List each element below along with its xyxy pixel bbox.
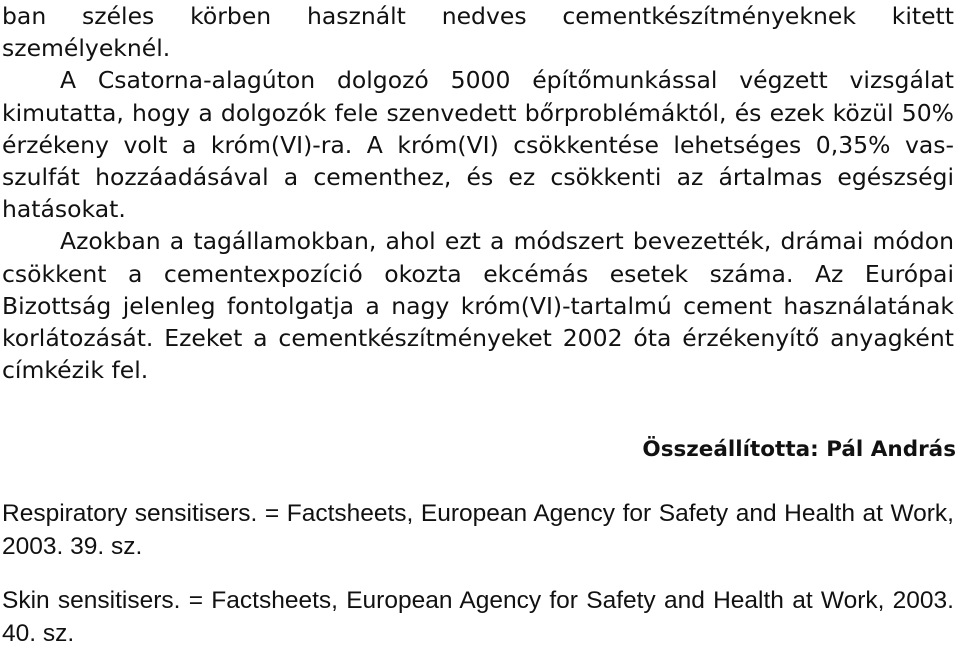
reference-respiratory-sensitisers: Respiratory sensitisers. = Factsheets, European Agency for Safety and Health at Work, 2003. 39. sz.: [2, 500, 954, 560]
author-credit: Összeállította: Pál András: [642, 437, 956, 462]
article-body: [2, 0, 954, 386]
paragraph-channel-tunnel-study: A Csatorna-alagúton dolgozó 5000 építőmunkással végzett vizsgálat kimutatta, hogy a dolgozók fele szenvedett bőrproblémáktól, és ezek közül 50% érzékeny volt a króm(VI)-ra. A króm(VI) csökkentése lehetséges 0,35% vas-szulfát hozzáadásával a cementhez, és ez csökkenti az ártalmas egészségi hatásokat.: [2, 66, 954, 224]
paragraph-member-states: Azokban a tagállamokban, ahol ezt a módszert bevezették, drámai módon csökkent a cementexpozíció okozta ekcémás esetek száma. Az Európai Bizottság jelenleg fontolgatja a nagy króm(VI)-tartalmú cement használatának korlátozását. Ezeket a cementkészítményeket 2002 óta érzékenyítő anyagként címkézik fel.: [2, 227, 954, 385]
reference-skin-sensitisers: Skin sensitisers. = Factsheets, European Agency for Safety and Health at Work, 2003. 40. sz.: [2, 587, 954, 647]
paragraph-continuation: ban széles körben használt nedves cementkészítményeknek kitett személyeknél.: [2, 2, 954, 63]
